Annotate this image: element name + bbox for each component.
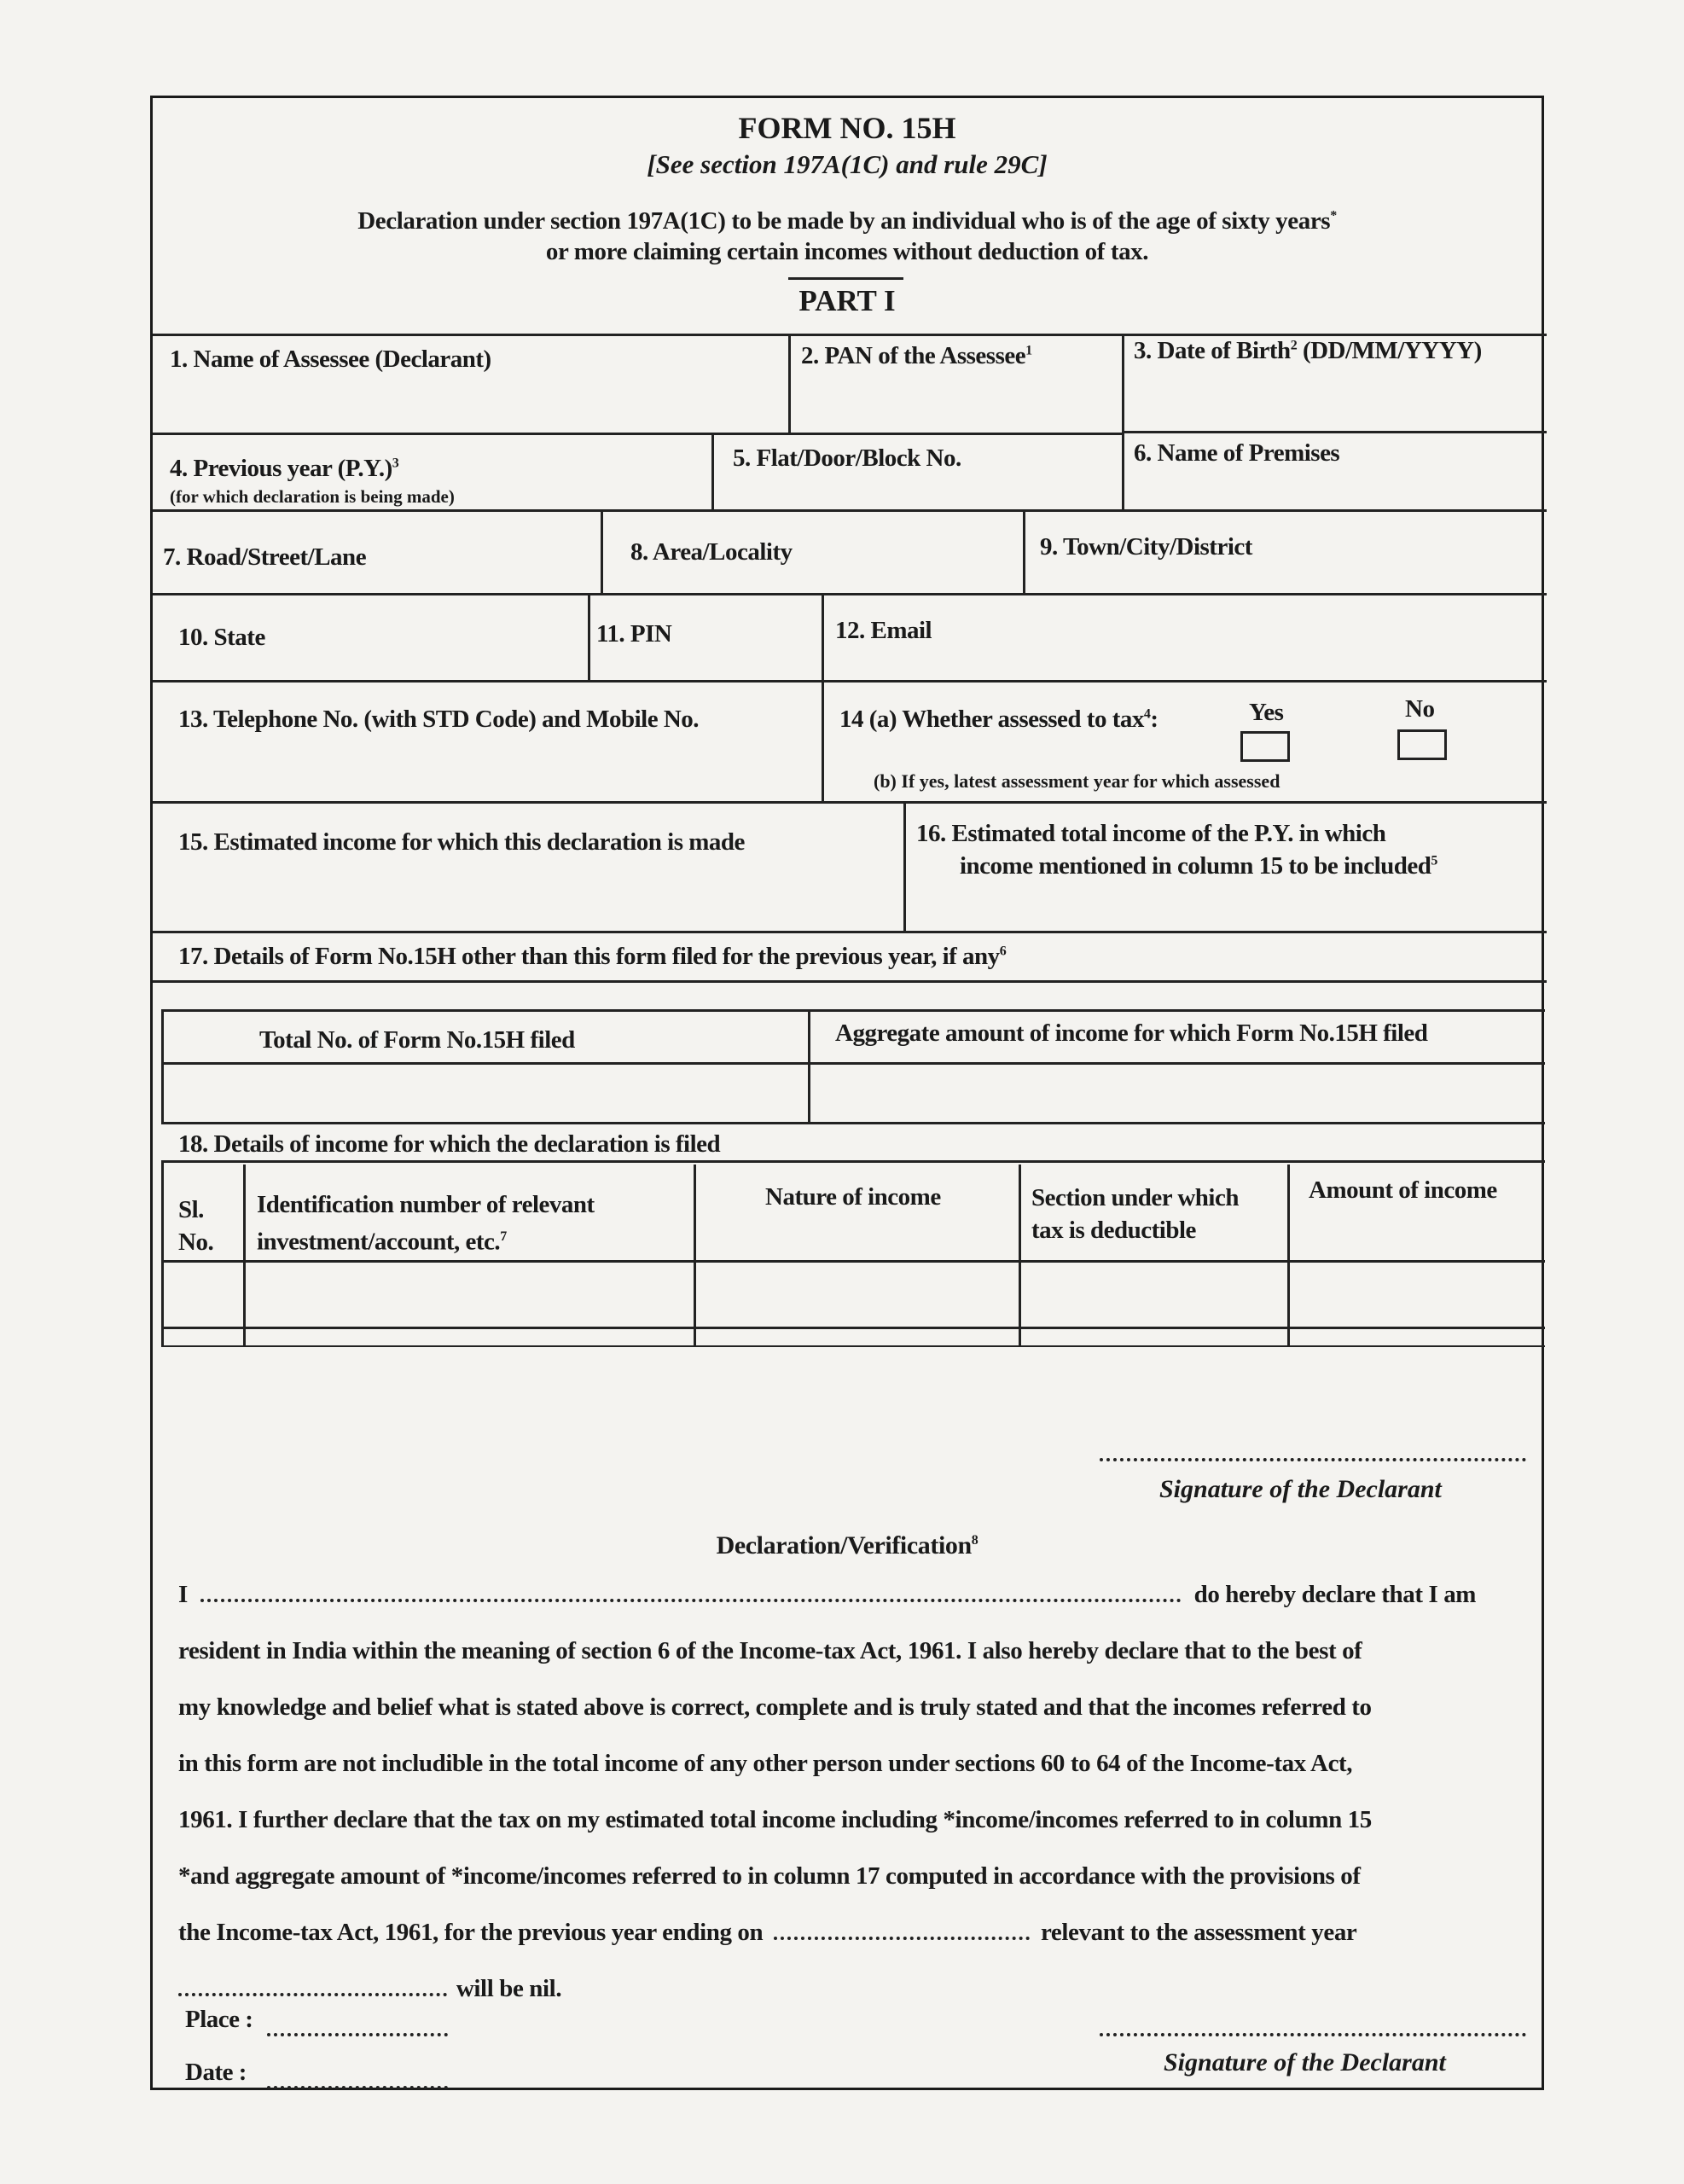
label-pin: 11. PIN	[596, 620, 672, 648]
declaration-line-4: in this form are not includible in the total income of any other person under sections 60 to 64 of the Income-tax Act,	[178, 1750, 1353, 1777]
declaration-title: Declaration/Verification$^8$	[716, 1531, 978, 1560]
input-road-street-lane[interactable]	[158, 563, 597, 590]
label-date-of-birth: 3. Date of Birth$^2$ (DD/MM/YYYY)	[1134, 337, 1482, 364]
declaration-line-5: 1961. I further declare that the tax on my estimated total income including *income/incomes referred to in column 15	[178, 1806, 1372, 1833]
form-15h	[150, 96, 1544, 2090]
input-table-section[interactable]	[1022, 1263, 1284, 1323]
rule	[161, 1009, 164, 1122]
signature-line-2[interactable]	[1100, 2033, 1526, 2036]
part-rule	[788, 277, 903, 280]
rule	[588, 593, 590, 680]
label-total-no-forms: Total No. of Form No.15H filed	[259, 1026, 575, 1054]
input-table-sl-no[interactable]	[165, 1263, 240, 1323]
rule	[243, 1165, 246, 1345]
input-previous-year-ending[interactable]	[774, 1931, 1030, 1940]
label-area-locality: 8. Area/Locality	[630, 538, 793, 566]
checkbox-yes[interactable]	[1240, 731, 1290, 762]
label-state: 10. State	[178, 624, 265, 651]
label-flat-door-block: 5. Flat/Door/Block No.	[733, 444, 961, 472]
label-name-of-premises: 6. Name of Premises	[1134, 439, 1340, 467]
rule	[153, 980, 1547, 983]
label-estimated-total-income-line2: income mentioned in column 15 to be included$^5$	[960, 852, 1437, 880]
input-pin[interactable]	[592, 644, 818, 677]
form-reference: [See section 197A(1C) and rule 29C]	[647, 149, 1048, 179]
rule	[1019, 1165, 1021, 1345]
rule	[153, 509, 1547, 512]
input-telephone[interactable]	[158, 738, 819, 798]
rule	[694, 1165, 696, 1345]
label-yes: Yes	[1249, 699, 1284, 726]
label-latest-assessment-year: (b) If yes, latest assessment year for which assessed	[874, 770, 1280, 792]
label-estimated-total-income: 16. Estimated total income of the P.Y. in which	[916, 820, 1386, 847]
label-estimated-income: 15. Estimated income for which this declaration is made	[178, 828, 745, 856]
input-name-of-assessee[interactable]	[158, 376, 785, 429]
label-previous-year-note: (for which declaration is being made)	[170, 486, 455, 507]
form-title: FORM NO. 15H	[738, 111, 956, 145]
signature-label-1: Signature of the Declarant	[1159, 1475, 1442, 1503]
rule	[711, 433, 714, 509]
declaration-line-8: will be nil.	[178, 1975, 561, 2003]
rule	[161, 1327, 1545, 1329]
rule-row1-top	[153, 334, 1547, 336]
input-aggregate-amount[interactable]	[812, 1066, 1543, 1119]
input-table-nature-of-income[interactable]	[697, 1263, 1015, 1323]
rule	[161, 1260, 1545, 1263]
label-no: No	[1405, 695, 1435, 723]
label-email: 12. Email	[835, 617, 932, 644]
checkbox-no[interactable]	[1397, 729, 1447, 760]
input-estimated-total-income[interactable]	[908, 887, 1543, 928]
rule	[153, 801, 1547, 804]
label-aggregate-amount: Aggregate amount of income for which Form No.15H filed	[835, 1019, 1428, 1047]
input-name-of-premises[interactable]	[1125, 473, 1543, 506]
table-header-identification-number: Identification number of relevant investment/account, etc.$^7$	[257, 1191, 595, 1256]
rule	[161, 1009, 1545, 1012]
input-state[interactable]	[158, 644, 584, 677]
rule	[822, 680, 824, 801]
signature-line-1[interactable]	[1100, 1458, 1526, 1461]
rule	[1023, 509, 1025, 593]
signature-label-2: Signature of the Declarant	[1164, 2048, 1446, 2077]
input-area-locality[interactable]	[605, 563, 1019, 590]
input-town-city-district[interactable]	[1027, 563, 1543, 590]
rule	[161, 1160, 164, 1345]
rule	[153, 931, 1547, 933]
rule	[1122, 334, 1124, 509]
label-pan: 2. PAN of the Assessee$^1$	[801, 342, 1032, 369]
input-total-no-forms[interactable]	[165, 1066, 804, 1119]
label-telephone: 13. Telephone No. (with STD Code) and Mobile No.	[178, 706, 700, 733]
table-header-nature-of-income: Nature of income	[765, 1183, 941, 1211]
input-flat-door-block[interactable]	[716, 473, 1118, 506]
rule	[1287, 1165, 1290, 1345]
label-name-of-assessee: 1. Name of Assessee (Declarant)	[170, 346, 491, 373]
input-table-identification-number[interactable]	[247, 1263, 690, 1323]
rule	[161, 1062, 1545, 1065]
input-estimated-income[interactable]	[158, 862, 900, 928]
input-email[interactable]	[827, 644, 1543, 677]
form-description-line1: Declaration under section 197A(1C) to be made by an individual who is of the age of sixty years*	[357, 207, 1337, 235]
rule	[788, 334, 791, 433]
rule	[153, 593, 1547, 595]
input-date[interactable]	[267, 2086, 448, 2089]
table-header-sl-no: Sl. No.	[178, 1196, 214, 1256]
rule	[153, 680, 1547, 682]
label-details-of-income: 18. Details of income for which the declaration is filed	[178, 1130, 721, 1158]
input-place[interactable]	[267, 2033, 448, 2036]
form-description-line2: or more claiming certain incomes without deduction of tax.	[545, 238, 1149, 265]
input-declarant-name[interactable]	[200, 1594, 1182, 1602]
rule	[161, 1122, 1545, 1124]
rule	[161, 1345, 1545, 1347]
label-details-form-15h: 17. Details of Form No.15H other than this form filed for the previous year, if any$^6$	[178, 943, 1007, 970]
label-road-street-lane: 7. Road/Street/Lane	[163, 543, 367, 571]
declaration-line-7: the Income-tax Act, 1961, for the previous year ending on relevant to the assessment year	[178, 1919, 1357, 1946]
declaration-text	[178, 1581, 1526, 2059]
rule	[903, 801, 906, 931]
input-assessment-year[interactable]	[178, 1988, 447, 1996]
rule	[808, 1009, 810, 1122]
input-date-of-birth[interactable]	[1125, 376, 1543, 427]
rule	[822, 593, 824, 680]
label-date: Date :	[185, 2059, 247, 2086]
rule	[601, 509, 603, 593]
part-title: PART I	[798, 284, 896, 317]
declaration-line-6: *and aggregate amount of *income/incomes referred to in column 17 computed in accordance with the provisions of	[178, 1862, 1361, 1890]
input-pan[interactable]	[793, 376, 1117, 429]
table-header-amount-of-income: Amount of income	[1309, 1176, 1497, 1204]
rule	[161, 1162, 1545, 1163]
declaration-line-1: I do hereby declare that I am	[178, 1581, 1477, 1608]
input-table-amount[interactable]	[1291, 1263, 1543, 1323]
declaration-line-2: resident in India within the meaning of section 6 of the Income-tax Act, 1961. I also hereby declare that to the best of	[178, 1637, 1362, 1664]
label-town-city-district: 9. Town/City/District	[1040, 533, 1252, 561]
table-header-section-deductible: Section under which tax is deductible	[1031, 1184, 1239, 1244]
rule	[153, 433, 1122, 435]
label-place: Place :	[185, 2006, 253, 2033]
rule	[1122, 431, 1547, 433]
label-assessed-to-tax: 14 (a) Whether assessed to tax$^4$:	[839, 706, 1158, 733]
declaration-line-3: my knowledge and belief what is stated above is correct, complete and is truly stated and that the incomes referred to	[178, 1693, 1372, 1721]
label-previous-year: 4. Previous year $(P.Y.)^3$	[170, 455, 399, 482]
